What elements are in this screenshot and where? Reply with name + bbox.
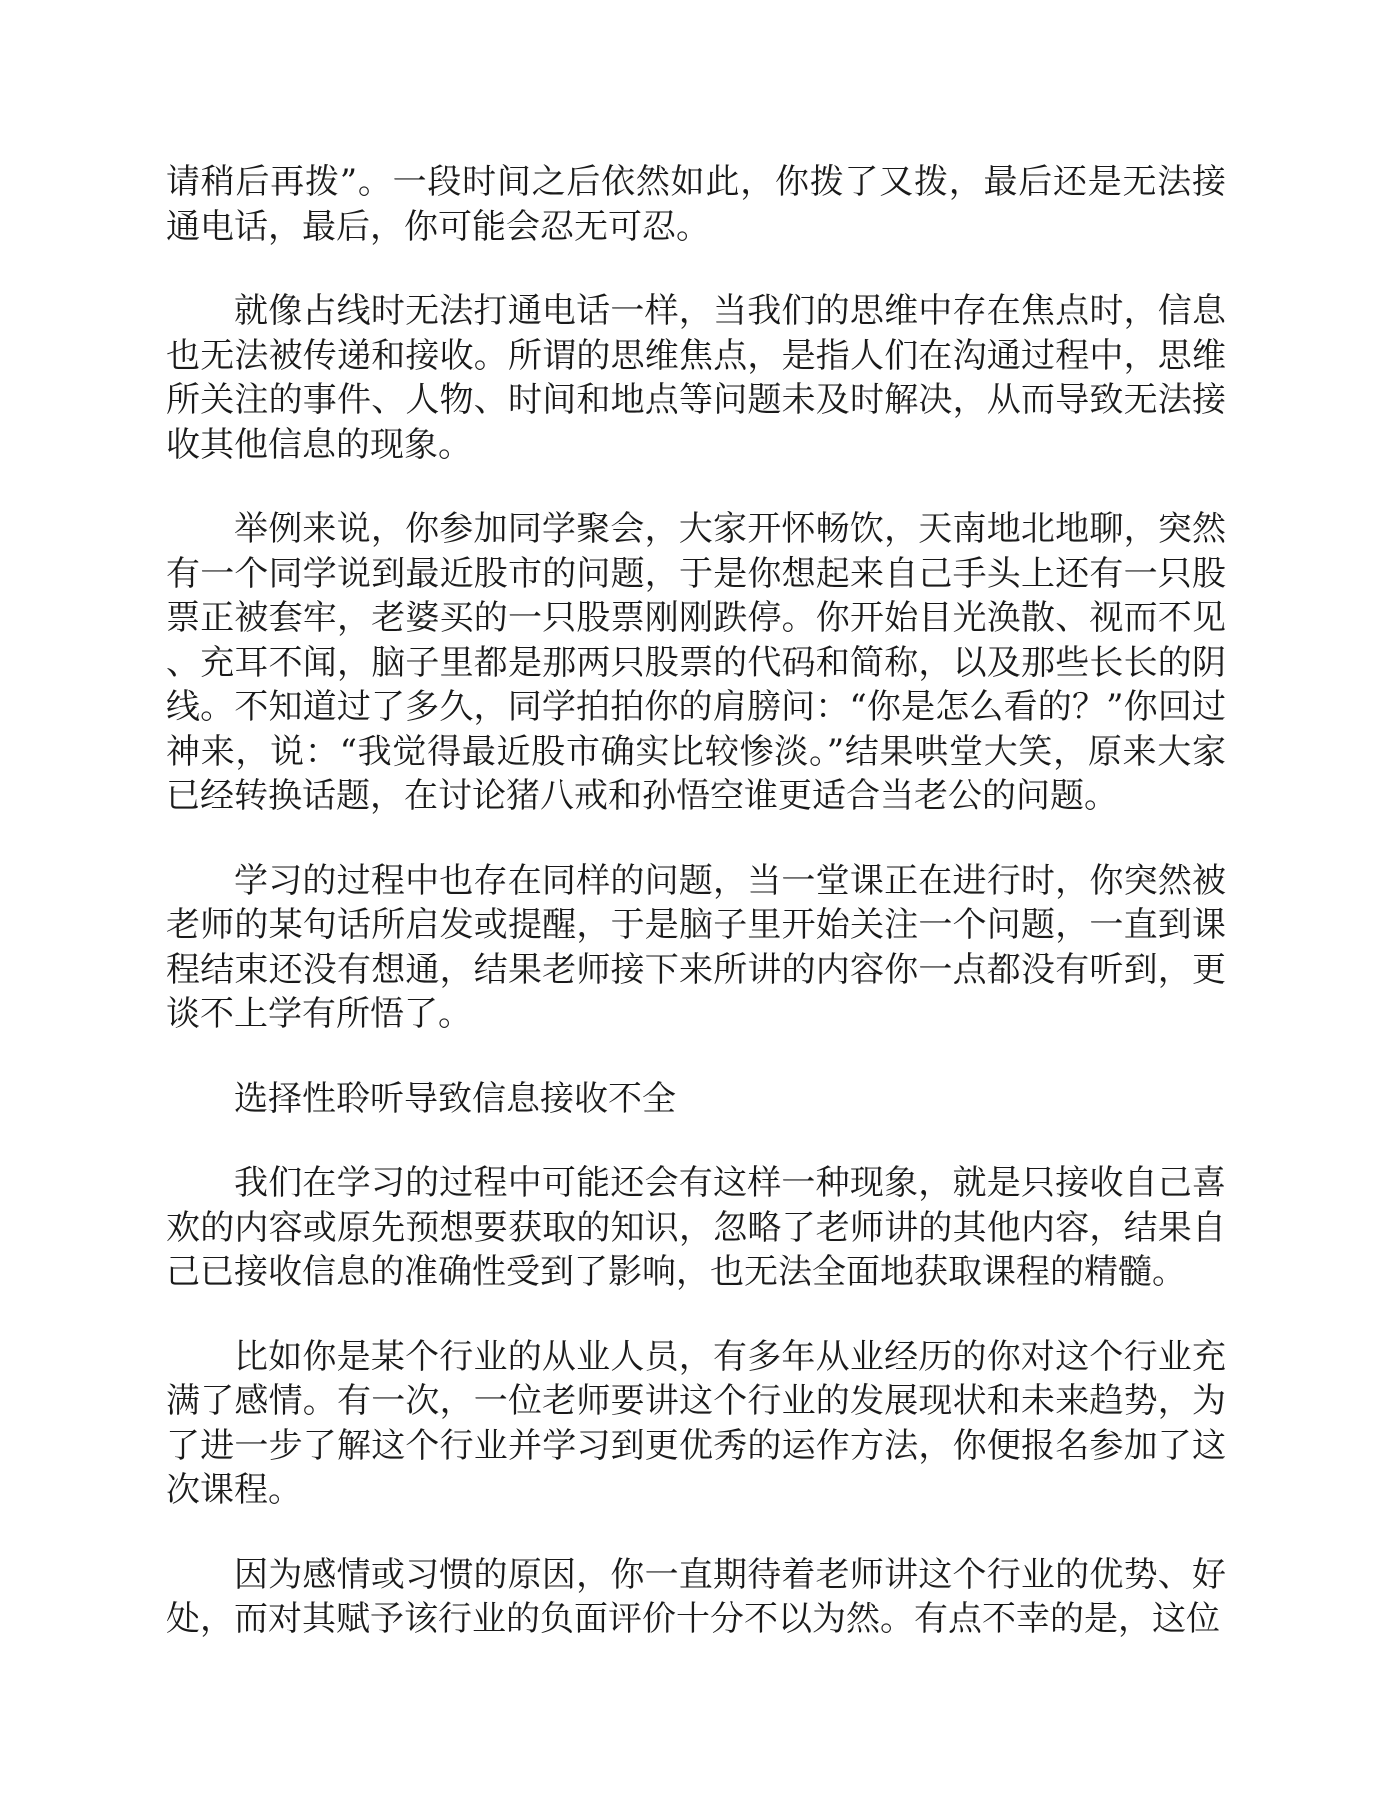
section-heading: 选择性聆听导致信息接收不全 <box>234 1078 676 1119</box>
body-text <box>166 160 1226 1682</box>
paragraph: 比如你是某个行业的从业人员，有多年从业经历的你对这个行业充满了感情。有一次，一位老师要讲这个行业的发展现状和未来趋势，为了进一步了解这个行业并学习到更优秀的运作方法，你便报名参加了这次课程。 <box>166 1336 1226 1510</box>
paragraph: 举例来说，你参加同学聚会，大家开怀畅饮，天南地北地聊，突然有一个同学说到最近股市的问题，于是你想起来自己手头上还有一只股票正被套牢，老婆买的一只股票刚刚跌停。你开始目光涣散、视而不见、充耳不闻，脑子里都是那两只股票的代码和简称，以及那些长长的阴线。不知道过了多久，同学拍拍你的肩膀问：“你是怎么看的？”你回过神来，说：“我觉得最近股市确实比较惨淡。”结果哄堂大笑，原来大家已经转换话题，在讨论猪八戒和孙悟空谁更适合当老公的问题。 <box>166 509 1226 816</box>
paragraph: 学习的过程中也存在同样的问题，当一堂课正在进行时，你突然被老师的某句话所启发或提醒，于是脑子里开始关注一个问题，一直到课程结束还没有想通，结果老师接下来所讲的内容你一点都没有听到，更谈不上学有所悟了。 <box>166 860 1226 1034</box>
paragraph: 就像占线时无法打通电话一样，当我们的思维中存在焦点时，信息也无法被传递和接收。所谓的思维焦点，是指人们在沟通过程中，思维所关注的事件、人物、时间和地点等问题未及时解决，从而导致无法接收其他信息的现象。 <box>166 291 1226 465</box>
paragraph: 因为感情或习惯的原因，你一直期待着老师讲这个行业的优势、好处，而对其赋予该行业的负面评价十分不以为然。有点不幸的是，这位 <box>166 1554 1226 1639</box>
paragraph-continued: 请稍后再拨”。一段时间之后依然如此，你拨了又拨，最后还是无法接通电话，最后，你可能会忍无可忍。 <box>166 162 1226 247</box>
paragraph: 我们在学习的过程中可能还会有这样一种现象，就是只接收自己喜欢的内容或原先预想要获取的知识，忽略了老师讲的其他内容，结果自己已接收信息的准确性受到了影响，也无法全面地获取课程的精髓。 <box>166 1163 1226 1292</box>
